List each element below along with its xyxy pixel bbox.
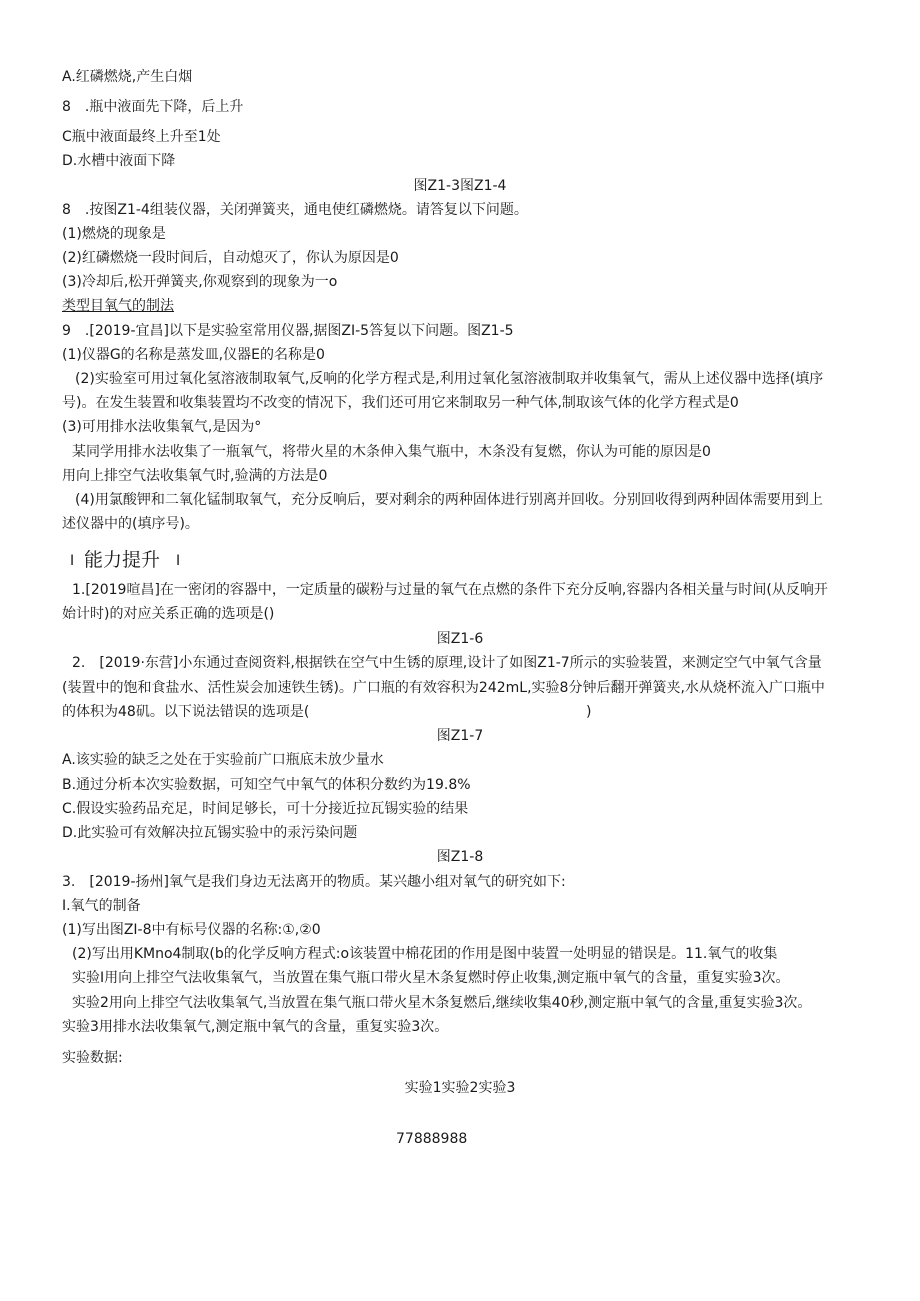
option-b: 8 .瓶中液面先下降，后上升 xyxy=(62,99,244,115)
q1-cont: 始计时)的对应关系正确的选项是() xyxy=(62,606,275,622)
table-header: 实验1实验2实验3 xyxy=(404,1080,516,1096)
q9-part-2: (2)实验室可用过氧化氢溶液制取氧气,反响的化学方程式是,利用过氧化氢溶液制取并收集氧气，需从上述仪器中选择(填序 xyxy=(75,371,824,387)
figure-caption: 图Z1-7 xyxy=(436,728,484,744)
q2-option-b: B.通过分析本次实验数据，可知空气中氧气的体积分数约为19.8% xyxy=(62,777,471,793)
q9-part-4: (4)用氯酸钾和二氧化锰制取氧气，充分反响后，要对剩余的两种固体进行别离并回收。分别回收得到两种固体需要用到上 xyxy=(75,492,823,508)
q3-part-1: (1)写出图ZI-8中有标号仪器的名称:①,②0 xyxy=(62,922,321,938)
figure-caption: 图Z1-6 xyxy=(436,631,484,647)
q3-section-1: I.氧气的制备 xyxy=(62,898,141,914)
q2: 2. [2019·东营]小东通过查阅资料,根据铁在空气中生锈的原理,设计了如图Z1-7所示的实验装置，来测定空气中氧气含量 xyxy=(72,655,822,671)
q2-stem-end: 的体积为48矶。以下说法错误的选项是( xyxy=(62,704,310,720)
q2-option-d: D.此实验可有效解决拉瓦锡实验中的汞污染问题 xyxy=(62,825,358,841)
q9-part-3-b: 用向上排空气法收集氧气时,验满的方法是0 xyxy=(62,468,328,484)
q8-part-1: (1)燃烧的现象是 xyxy=(62,226,166,242)
question-9: 9 .[2019-宜昌]以下是实验室常用仪器,据图ZI-5答复以下问题。图Z1-5 xyxy=(62,323,514,339)
q3-part-2: (2)写出用KMno4制取(b的化学反响方程式:o该装置中棉花团的作用是图中装置一处明显的错误是。11.氧气的收集 xyxy=(72,946,778,962)
q9-part-4-cont: 述仪器中的(填序号)。 xyxy=(62,516,199,532)
section-heading: 类型目氧气的制法 xyxy=(62,298,174,314)
figure-caption: 图Z1-3图Z1-4 xyxy=(413,178,507,194)
figure-caption: 图Z1-8 xyxy=(436,849,484,865)
q8-part-3: (3)冷却后,松开弹簧夹,你观察到的现象为一o xyxy=(62,274,338,290)
q1: 1.[2019喧昌]在一密闭的容器中，一定质量的碳粉与过量的氧气在点燃的条件下充分反响,容器内各相关量与时间(从反响开 xyxy=(72,582,828,598)
experiment-2: 实验2用向上排空气法收集氧气,当放置在集气瓶口带火星木条复燃后,继续收集40秒,测定瓶中氧气的含量,重复实验3次。 xyxy=(72,995,812,1011)
section-title: 能力提升 xyxy=(84,549,161,571)
experiment-3: 实验3用排水法收集氧气,测定瓶中氧气的含量，重复实验3次。 xyxy=(62,1019,449,1035)
option-d: D.水槽中液面下降 xyxy=(62,153,176,169)
q2-option-a: A.该实验的缺乏之处在于实验前广口瓶底未放少量水 xyxy=(62,752,384,768)
q9-part-2-cont: 号)。在发生装置和收集装置均不改变的情况下，我们还可用它来制取另一种气体,制取该气体的化学方程式是0 xyxy=(62,395,739,411)
q2-cont: (装置中的饱和食盐水、活性炭会加速铁生锈)。广口瓶的有效容积为242mL,实验8分钟后翻开弹簧夹,水从烧杯流入广口瓶中 xyxy=(62,680,825,696)
section-bar-right: I xyxy=(176,553,181,569)
q9-part-1: (1)仪器G的名称是蒸发皿,仪器E的名称是0 xyxy=(62,347,325,363)
table-row: 77888988 xyxy=(396,1131,468,1147)
q2-option-c: C.假设实验药品充足，时间足够长，可十分接近拉瓦锡实验的结果 xyxy=(62,801,469,817)
option-a: A.红磷燃烧,产生白烟 xyxy=(62,69,193,85)
q8-part-2: (2)红磷燃烧一段时间后，自动熄灭了，你认为原因是0 xyxy=(62,250,399,266)
q3: 3. [2019-扬州]氧气是我们身边无法离开的物质。某兴趣小组对氧气的研究如下: xyxy=(62,874,566,890)
question-8: 8 .按图Z1-4组装仪器，关闭弹簧夹，通电使红磷燃烧。请答复以下问题。 xyxy=(62,202,528,218)
q9-part-3-a: 某同学用排水法收集了一瓶氧气，将带火星的木条伸入集气瓶中，木条没有复燃，你认为可能的原因是0 xyxy=(72,444,711,460)
data-heading: 实验数据: xyxy=(62,1050,123,1066)
option-c: C瓶中液面最终上升至1处 xyxy=(62,129,221,145)
q9-part-3: (3)可用排水法收集氧气,是因为° xyxy=(62,419,262,435)
section-bar-left: I xyxy=(70,553,75,569)
q2-paren: ) xyxy=(586,704,592,720)
experiment-1: 实验I用向上排空气法收集氧气，当放置在集气瓶口带火星木条复燃时停止收集,测定瓶中氧气的含量，重复实验3次。 xyxy=(72,970,790,986)
